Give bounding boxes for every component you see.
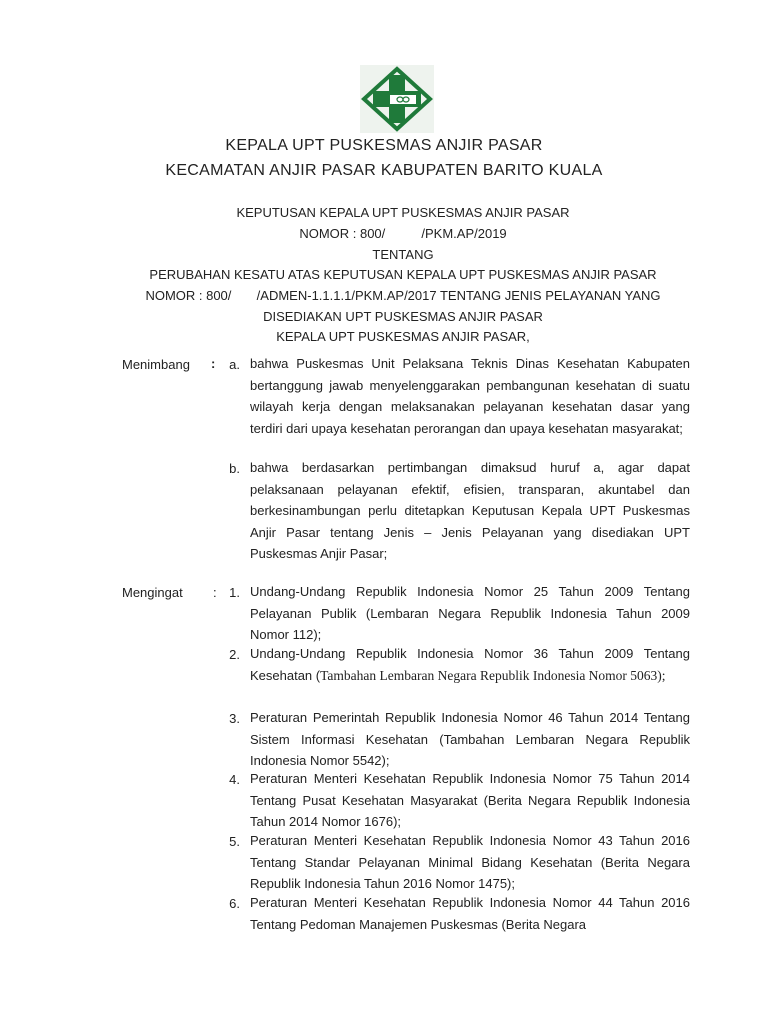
mengingat-item-2-text-b: Tambahan Lembaran Negara Republik Indonesia Nomor 5063);	[320, 667, 666, 683]
mengingat-item-1: Undang-Undang Republik Indonesia Nomor 25 Tahun 2009 Tentang Pelayanan Publik (Lembaran Negara Republik Indonesia Tahun 2009 Nomor 112);	[250, 584, 690, 642]
mengingat-item-1-mark: 1.	[229, 585, 240, 600]
decree-subject-line1: PERUBAHAN KESATU ATAS KEPUTUSAN KEPALA UPT PUSKESMAS ANJIR PASAR	[149, 267, 657, 282]
decree-subject-line2: NOMOR : 800/ /ADMEN-1.1.1.1/PKM.AP/2017 TENTANG JENIS PELAYANAN YANG	[145, 288, 661, 303]
mengingat-item-4-mark: 4.	[229, 772, 240, 787]
menimbang-item-a-mark: a.	[229, 357, 240, 372]
mengingat-item-2-mark: 2.	[229, 647, 240, 662]
menimbang-item-a: bahwa Puskesmas Unit Pelaksana Teknis Dinas Kesehatan Kabupaten bertanggung jawab menyelenggarakan pembangunan kesehatan di suatu wilayah kerja dengan melaksanakan pelayanan kesehatan dasar yang terdiri dari upaya kesehatan perorangan dan upaya kesehatan masyarakat;	[250, 356, 690, 436]
institution-title: KEPALA UPT PUSKESMAS ANJIR PASAR	[225, 137, 543, 154]
mengingat-item-3-mark: 3.	[229, 711, 240, 726]
decree-subject-line3: DISEDIAKAN UPT PUSKESMAS ANJIR PASAR	[263, 309, 543, 324]
menimbang-label: Menimbang	[122, 357, 190, 372]
institution-subtitle: KECAMATAN ANJIR PASAR KABUPATEN BARITO KUALA	[165, 162, 603, 179]
puskesmas-logo	[360, 65, 434, 133]
mengingat-item-5-mark: 5.	[229, 834, 240, 849]
menimbang-item-b: bahwa berdasarkan pertimbangan dimaksud huruf a, agar dapat pelaksanaan pelayanan efektif, efisien, transparan, akuntabel dan berkesinambungan perlu ditetapkan Keputusan Kepala UPT Puskesmas Anjir Pasar tentang Jenis – Jenis Pelayanan yang disediakan UPT Puskesmas Anjir Pasar;	[250, 460, 690, 561]
menimbang-item-b-mark: b.	[229, 461, 240, 476]
decree-tentang: TENTANG	[372, 247, 434, 262]
mengingat-label: Mengingat	[122, 585, 183, 600]
decree-title: KEPUTUSAN KEPALA UPT PUSKESMAS ANJIR PASAR	[236, 205, 570, 220]
mengingat-item-3: Peraturan Pemerintah Republik Indonesia Nomor 46 Tahun 2014 Tentang Sistem Informasi Kesehatan (Tambahan Lembaran Negara Republik Indonesia Nomor 5542);	[250, 710, 690, 768]
mengingat-item-6-mark: 6.	[229, 896, 240, 911]
menimbang-colon: :	[211, 356, 216, 371]
decree-issuer-line: KEPALA UPT PUSKESMAS ANJIR PASAR,	[276, 329, 530, 344]
mengingat-item-2	[250, 643, 690, 686]
puskesmas-cross-logo-icon	[360, 65, 434, 133]
mengingat-item-2-text-a: Undang-Undang Republik Indonesia Nomor 36 Tahun 2009 Tentang Kesehatan (	[250, 646, 690, 683]
mengingat-item-4: Peraturan Menteri Kesehatan Republik Indonesia Nomor 75 Tahun 2014 Tentang Pusat Kesehatan Masyarakat (Berita Negara Republik Indonesia Tahun 2014 Nomor 1676);	[250, 771, 690, 829]
mengingat-item-5: Peraturan Menteri Kesehatan Republik Indonesia Nomor 43 Tahun 2016 Tentang Standar Pelayanan Minimal Bidang Kesehatan (Berita Negara Republik Indonesia Tahun 2016 Nomor 1475);	[250, 833, 690, 891]
decree-number: NOMOR : 800/ /PKM.AP/2019	[299, 226, 507, 241]
mengingat-colon: :	[213, 585, 217, 600]
mengingat-item-6: Peraturan Menteri Kesehatan Republik Indonesia Nomor 44 Tahun 2016 Tentang Pedoman Manajemen Puskesmas (Berita Negara	[250, 895, 690, 932]
